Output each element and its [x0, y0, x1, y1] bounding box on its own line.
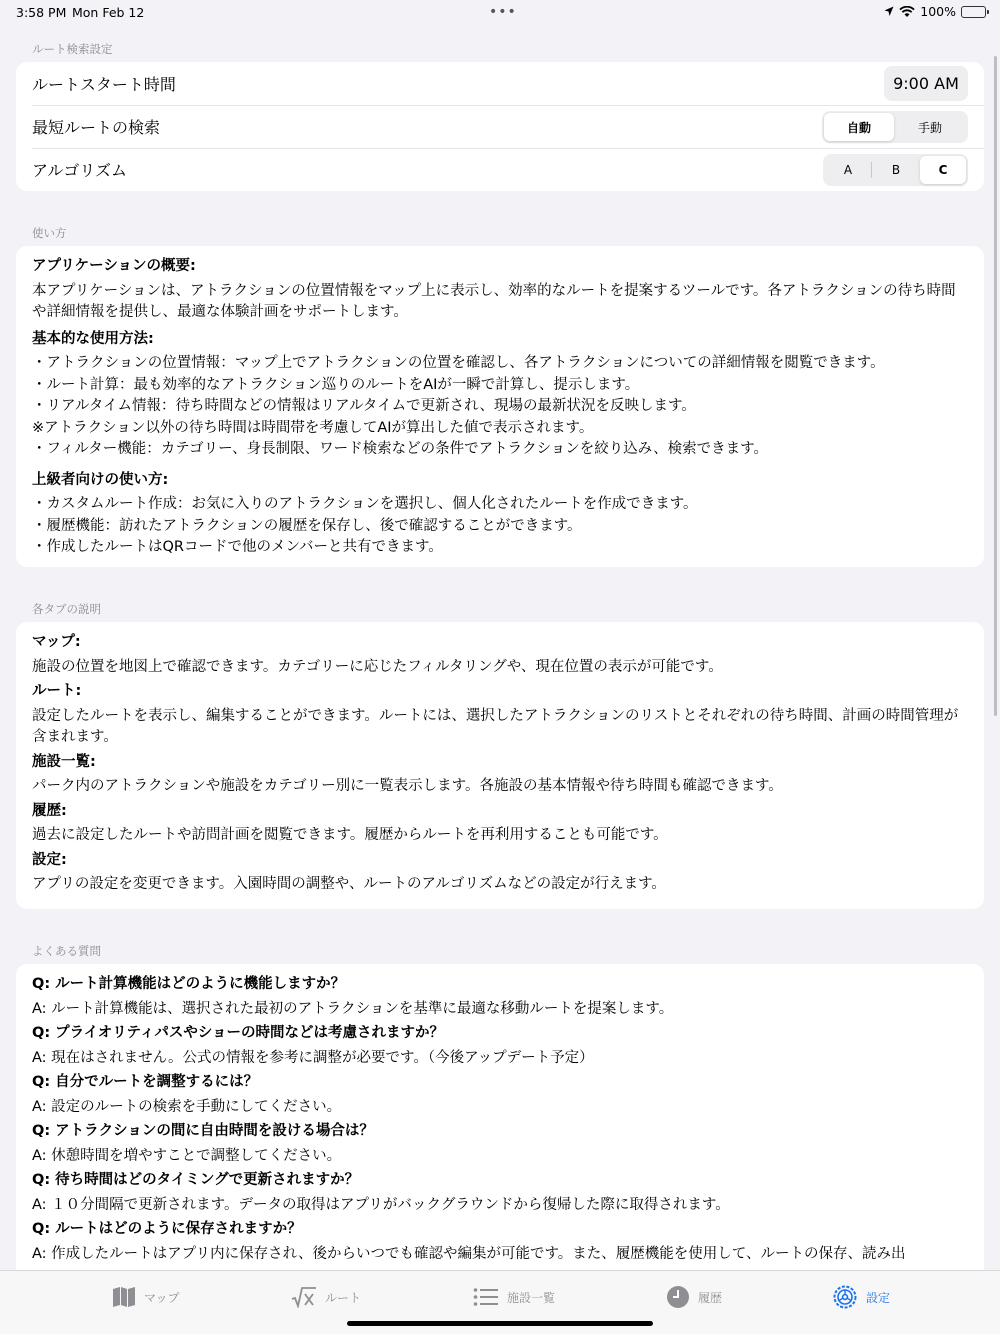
faq-question: Q: 待ち時間はどのタイミングで更新されますか？	[32, 1172, 360, 1188]
tab-map-label: マップ	[144, 1290, 180, 1305]
advanced-usage-item: ・作成したルートはQRコードで他のメンバーと共有できます。	[32, 539, 443, 555]
advanced-usage-title: 上級者向けの使い方:	[32, 471, 169, 488]
clock-icon	[666, 1285, 690, 1309]
faq-question: Q: アトラクションの間に自由時間を設ける場合は？	[32, 1123, 374, 1139]
settings-scroll-view[interactable]	[0, 26, 1000, 1270]
faq-answer: A: 設定のルートの検索を手動にしてください。	[32, 1098, 342, 1115]
faq-header: よくある質問	[32, 944, 101, 958]
gear-icon	[832, 1284, 858, 1310]
basic-usage-item: ※アトラクション以外の待ち時間は時間帯を考慮してAIが算出した値で表示されます。	[32, 419, 594, 436]
basic-usage-item: ・ルート計算：最も効率的なアトラクション巡りのルートをAIが一瞬で計算し、提示します。	[32, 376, 640, 393]
tab-facilities-label: 施設一覧	[507, 1290, 556, 1305]
segment-a[interactable]: A	[843, 163, 853, 177]
start-time-label: ルートスタート時間	[32, 75, 176, 94]
tab-route[interactable]	[291, 1284, 361, 1310]
shortest-route-row	[16, 105, 984, 148]
faq-question: Q: ルート計算機能はどのように機能しますか？	[32, 976, 346, 992]
segment-auto[interactable]: 自動	[824, 113, 894, 141]
basic-usage-item: ・フィルター機能：カテゴリー、身長制限、ワード検索などの条件でアトラクションを絞り込み、検索できます。	[32, 441, 769, 457]
tab-settings[interactable]	[832, 1284, 890, 1310]
faq-answer: A: 現在はされません。公式の情報を参考に調整が必要です。（今後アップデート予定）	[32, 1049, 594, 1066]
faq-question: Q: 自分でルートを調整するには？	[32, 1074, 259, 1090]
start-time-picker[interactable]: 9:00 AM	[884, 66, 968, 101]
shortest-route-segmented-control[interactable]	[822, 111, 968, 143]
route-settings-header: ルート検索設定	[32, 42, 113, 56]
route-settings-card	[16, 62, 984, 191]
algorithm-label: アルゴリズム	[32, 161, 128, 180]
faq-answer: A: 休憩時間を増やすことで調整してください。	[32, 1147, 342, 1164]
tab-desc-title: 施設一覧:	[32, 753, 96, 770]
algorithm-segmented-control[interactable]	[823, 154, 968, 186]
list-icon	[473, 1286, 499, 1308]
faq-question: Q: ルートはどのように保存されますか？	[32, 1221, 302, 1237]
start-time-row	[16, 62, 984, 105]
sqrt-icon	[291, 1286, 317, 1308]
segment-c[interactable]: C	[920, 156, 966, 184]
basic-usage-item: ・アトラクションの位置情報：マップ上でアトラクションの位置を確認し、各アトラクションについての詳細情報を閲覧できます。	[32, 355, 885, 371]
usage-header: 使い方	[32, 226, 67, 240]
status-date: Mon Feb 12	[72, 5, 145, 20]
wifi-icon	[899, 6, 915, 18]
multitasking-dots-icon[interactable]: •••	[489, 4, 517, 20]
tab-desc-text: 施設の位置を地図上で確認できます。カテゴリーに応じたフィルタリングや、現在位置の表示が可能です。	[32, 658, 723, 675]
usage-card	[16, 246, 984, 567]
segment-manual[interactable]: 手動	[917, 120, 942, 135]
tab-desc-title: マップ:	[32, 634, 81, 650]
algorithm-row	[16, 148, 984, 191]
basic-usage-title: 基本的な使用方法:	[32, 330, 154, 347]
tab-desc-title: 履歴:	[32, 802, 67, 819]
basic-usage-item: ・リアルタイム情報：待ち時間などの情報はリアルタイムで更新され、現場の最新状況を反映します。	[32, 398, 696, 414]
tab-facilities[interactable]	[473, 1284, 555, 1310]
home-indicator[interactable]	[347, 1321, 653, 1326]
tab-desc-text: パーク内のアトラクションや施設をカテゴリー別に一覧表示します。各施設の基本情報や待ち時間も確認できます。	[32, 778, 783, 794]
shortest-route-label: 最短ルートの検索	[32, 118, 161, 137]
tab-desc-title: 設定:	[32, 851, 67, 868]
status-bar	[0, 0, 1000, 26]
battery-icon	[961, 6, 986, 18]
scroll-indicator[interactable]	[994, 56, 997, 716]
tab-route-label: ルート	[325, 1290, 362, 1305]
faq-answer: A: ルート計算機能は、選択された最初のアトラクションを基準に最適な移動ルートを提案します。	[32, 1000, 674, 1017]
tabs-explained-card	[16, 622, 984, 909]
tab-history[interactable]	[666, 1284, 722, 1310]
tab-desc-text: 設定したルートを表示し、編集することができます。ルートには、選択したアトラクションのリストとそれぞれの待ち時間、計画の時間管理が含まれます。	[32, 707, 959, 745]
advanced-usage-item: ・カスタムルート作成：お気に入りのアトラクションを選択し、個人化されたルートを作成できます。	[32, 496, 698, 512]
overview-title: アプリケーションの概要:	[32, 258, 196, 274]
tab-desc-title: ルート:	[32, 683, 82, 699]
segment-b[interactable]: B	[891, 163, 901, 177]
tab-settings-label: 設定	[866, 1290, 891, 1305]
status-right	[884, 4, 986, 19]
tab-desc-text: アプリの設定を変更できます。入園時間の調整や、ルートのアルゴリズムなどの設定が行えます。	[32, 876, 666, 892]
faq-question: Q: プライオリティパスやショーの時間などは考慮されますか？	[32, 1025, 445, 1041]
faq-card	[16, 964, 984, 1270]
faq-answer: A: １０分間隔で更新されます。データの取得はアプリがバックグラウンドから復帰した際に取得されます。	[32, 1196, 730, 1213]
battery-percentage: 100%	[920, 4, 956, 19]
overview-text: 本アプリケーションは、アトラクションの位置情報をマップ上に表示し、効率的なルートを提案するツールです。各アトラクションの待ち時間や詳細情報を提供し、最適な体験計画をサポートします。	[32, 282, 956, 320]
map-icon	[112, 1286, 136, 1308]
status-time: 3:58 PM	[16, 5, 67, 20]
tabs-explained-header: 各タブの説明	[32, 602, 101, 616]
tab-map[interactable]	[112, 1284, 180, 1310]
tab-desc-text: 過去に設定したルートや訪問計画を閲覧できます。履歴からルートを再利用することも可能です。	[32, 827, 668, 843]
tab-history-label: 履歴	[698, 1290, 723, 1305]
faq-answer: A: 作成したルートはアプリ内に保存され、後からいつでも確認や編集が可能です。また、履歴機能を使用して、ルートの保存、読み出	[32, 1245, 906, 1262]
location-arrow-icon	[884, 6, 894, 17]
advanced-usage-item: ・履歴機能：訪れたアトラクションの履歴を保存し、後で確認することができます。	[32, 517, 582, 534]
